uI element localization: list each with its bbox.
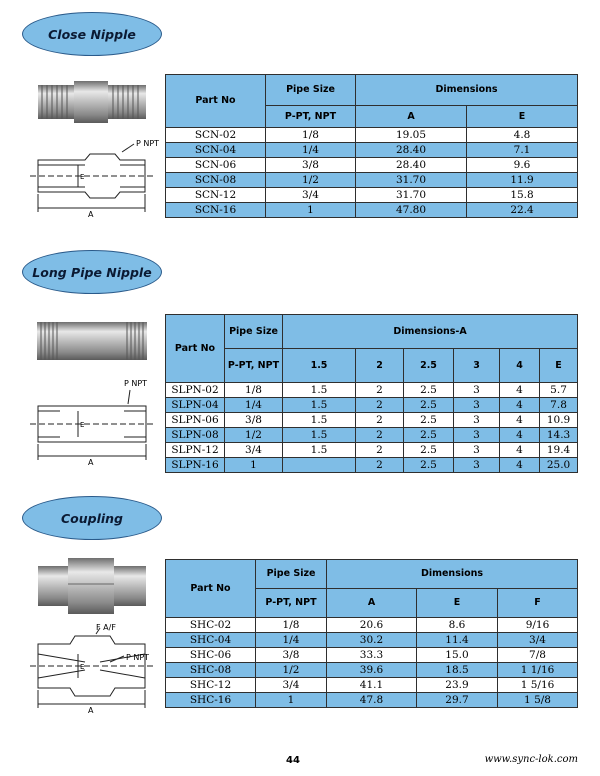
table-cell: 2.5 [404, 383, 454, 398]
col-header-2: 2 [356, 349, 404, 383]
table-row [166, 678, 578, 693]
table-cell: 3 [454, 383, 500, 398]
col-subheader-npt: P-PT, NPT [256, 589, 327, 618]
table-cell: 15.0 [417, 648, 498, 663]
table-cell: 7.8 [540, 398, 578, 413]
table-cell: 2 [356, 383, 404, 398]
table-cell: SLPN-12 [166, 443, 225, 458]
table-row [166, 128, 578, 143]
table-cell: 3/4 [256, 678, 327, 693]
table-cell: 11.9 [467, 173, 578, 188]
long-pipe-nipple-table [165, 314, 578, 473]
table-cell: 1/4 [256, 633, 327, 648]
table-cell: 31.70 [356, 173, 467, 188]
table-cell: 3/4 [266, 188, 356, 203]
table-cell: 11.4 [417, 633, 498, 648]
table-cell: 2 [356, 398, 404, 413]
col-header-part-no: Part No [166, 315, 225, 383]
table-cell: SLPN-08 [166, 428, 225, 443]
table-cell: 28.40 [356, 158, 467, 173]
table-cell: SHC-06 [166, 648, 256, 663]
website-url[interactable]: www.sync-lok.com [484, 754, 578, 765]
npt-label: P NPT [136, 139, 160, 148]
long-pipe-nipple-photo [35, 316, 150, 366]
table-cell: 4 [500, 428, 540, 443]
col-header-part-no: Part No [166, 560, 256, 618]
table-cell: 2 [356, 443, 404, 458]
table-cell: SHC-12 [166, 678, 256, 693]
table-cell: 1 1/16 [498, 663, 578, 678]
table-cell: 39.6 [327, 663, 417, 678]
table-cell: 4 [500, 413, 540, 428]
table-row [166, 398, 578, 413]
col-header-a: A [327, 589, 417, 618]
dim-e-label: E [80, 173, 85, 181]
table-cell: 1.5 [283, 383, 356, 398]
table-cell: 1.5 [283, 398, 356, 413]
table-cell: 3/4 [498, 633, 578, 648]
npt-label: P NPT [124, 379, 148, 388]
table-cell: SHC-16 [166, 693, 256, 708]
table-cell: 2.5 [404, 443, 454, 458]
close-nipple-drawing [30, 138, 160, 219]
table-cell: SCN-12 [166, 188, 266, 203]
table-cell: 1/8 [256, 618, 327, 633]
table-cell: 9.6 [467, 158, 578, 173]
col-header-e: E [540, 349, 578, 383]
table-cell: 1/8 [266, 128, 356, 143]
col-header-3: 3 [454, 349, 500, 383]
table-row [166, 173, 578, 188]
table-cell: 1.5 [283, 413, 356, 428]
table-cell: 1/2 [225, 428, 283, 443]
col-header-pipe-size: Pipe Size [266, 75, 356, 106]
table-cell: 7/8 [498, 648, 578, 663]
section-title-text: Long Pipe Nipple [32, 264, 152, 280]
table-cell: 30.2 [327, 633, 417, 648]
table-cell: 1 [256, 693, 327, 708]
table-cell: 3 [454, 443, 500, 458]
col-header-a: A [356, 106, 467, 128]
dim-a-label: A [88, 458, 94, 467]
table-cell: SHC-04 [166, 633, 256, 648]
table-cell: 5.7 [540, 383, 578, 398]
table-cell: 19.05 [356, 128, 467, 143]
table-cell: 33.3 [327, 648, 417, 663]
table-cell: 41.1 [327, 678, 417, 693]
table-cell: 1 [266, 203, 356, 218]
table-cell: 1.5 [283, 428, 356, 443]
table-cell: 2.5 [404, 413, 454, 428]
table-cell: 1/4 [225, 398, 283, 413]
table-cell: 1/8 [225, 383, 283, 398]
table-cell: 14.3 [540, 428, 578, 443]
npt-label: P NPT [126, 653, 150, 662]
col-header-4: 4 [500, 349, 540, 383]
table-row [166, 413, 578, 428]
table-cell: 1 5/8 [498, 693, 578, 708]
table-cell [283, 458, 356, 473]
table-row [166, 693, 578, 708]
page-number: 44 [286, 755, 300, 766]
long-pipe-nipple-drawing [30, 376, 155, 466]
col-header-pipe-size: Pipe Size [225, 315, 283, 349]
table-row [166, 458, 578, 473]
table-cell: 25.0 [540, 458, 578, 473]
table-cell: 8.6 [417, 618, 498, 633]
table-cell: SCN-06 [166, 158, 266, 173]
table-cell: SLPN-06 [166, 413, 225, 428]
f-af-label: F A/F [96, 623, 116, 632]
table-row [166, 443, 578, 458]
section-title-text: Close Nipple [48, 26, 136, 42]
table-cell: 1.5 [283, 443, 356, 458]
table-cell: 2 [356, 428, 404, 443]
col-header-dimensions: Dimensions-A [283, 315, 578, 349]
section-title-close-nipple [22, 12, 162, 56]
table-cell: 19.4 [540, 443, 578, 458]
table-cell: 3 [454, 458, 500, 473]
dim-a-label: A [88, 210, 94, 219]
close-nipple-photo [35, 73, 150, 133]
table-cell: SLPN-02 [166, 383, 225, 398]
table-cell: 47.80 [356, 203, 467, 218]
table-cell: 4 [500, 398, 540, 413]
table-cell: 28.40 [356, 143, 467, 158]
table-cell: 2 [356, 458, 404, 473]
table-cell: 9/16 [498, 618, 578, 633]
col-header-dimensions: Dimensions [356, 75, 578, 106]
coupling-photo [35, 556, 150, 618]
table-row [166, 158, 578, 173]
section-title-coupling [22, 496, 162, 540]
table-cell: 29.7 [417, 693, 498, 708]
col-header-pipe-size: Pipe Size [256, 560, 327, 589]
table-cell: 3 [454, 413, 500, 428]
table-row [166, 428, 578, 443]
table-cell: SCN-16 [166, 203, 266, 218]
table-cell: 47.8 [327, 693, 417, 708]
table-cell: 23.9 [417, 678, 498, 693]
col-header-e: E [417, 589, 498, 618]
table-cell: SCN-08 [166, 173, 266, 188]
table-cell: 4.8 [467, 128, 578, 143]
table-cell: 1/2 [256, 663, 327, 678]
section-title-long-pipe-nipple [22, 250, 162, 294]
table-cell: SLPN-16 [166, 458, 225, 473]
coupling-table [165, 559, 578, 708]
section-title-text: Coupling [60, 510, 124, 526]
table-cell: 4 [500, 458, 540, 473]
dim-e-label: E [80, 663, 85, 671]
coupling-drawing [30, 622, 155, 714]
table-cell: SHC-08 [166, 663, 256, 678]
table-cell: 3/8 [256, 648, 327, 663]
table-cell: 2 [356, 413, 404, 428]
dim-e-label: E [80, 421, 85, 429]
table-cell: 31.70 [356, 188, 467, 203]
table-cell: SCN-02 [166, 128, 266, 143]
table-cell: 15.8 [467, 188, 578, 203]
col-subheader-npt: P-PT, NPT [225, 349, 283, 383]
table-cell: SLPN-04 [166, 398, 225, 413]
table-cell: 3/8 [225, 413, 283, 428]
table-row [166, 633, 578, 648]
table-row [166, 383, 578, 398]
table-cell: 2.5 [404, 458, 454, 473]
table-cell: SCN-04 [166, 143, 266, 158]
table-cell: 3/8 [266, 158, 356, 173]
table-cell: 4 [500, 383, 540, 398]
table-cell: 18.5 [417, 663, 498, 678]
col-header-1-5: 1.5 [283, 349, 356, 383]
table-row [166, 648, 578, 663]
col-header-f: F [498, 589, 578, 618]
dim-a-label: A [88, 706, 94, 715]
col-header-e: E [467, 106, 578, 128]
table-cell: 1/2 [266, 173, 356, 188]
table-cell: 1/4 [266, 143, 356, 158]
table-cell: 2.5 [404, 428, 454, 443]
col-header-dimensions: Dimensions [327, 560, 578, 589]
table-row [166, 203, 578, 218]
col-header-part-no: Part No [166, 75, 266, 128]
table-row [166, 663, 578, 678]
table-cell: 3 [454, 428, 500, 443]
col-header-2-5: 2.5 [404, 349, 454, 383]
table-cell: 20.6 [327, 618, 417, 633]
close-nipple-table [165, 74, 578, 218]
table-row [166, 188, 578, 203]
table-cell: 2.5 [404, 398, 454, 413]
table-cell: SHC-02 [166, 618, 256, 633]
table-cell: 1 5/16 [498, 678, 578, 693]
table-cell: 7.1 [467, 143, 578, 158]
table-cell: 3 [454, 398, 500, 413]
table-cell: 1 [225, 458, 283, 473]
table-row [166, 143, 578, 158]
table-cell: 22.4 [467, 203, 578, 218]
table-cell: 10.9 [540, 413, 578, 428]
table-cell: 4 [500, 443, 540, 458]
col-subheader-npt: P-PT, NPT [266, 106, 356, 128]
table-row [166, 618, 578, 633]
table-cell: 3/4 [225, 443, 283, 458]
